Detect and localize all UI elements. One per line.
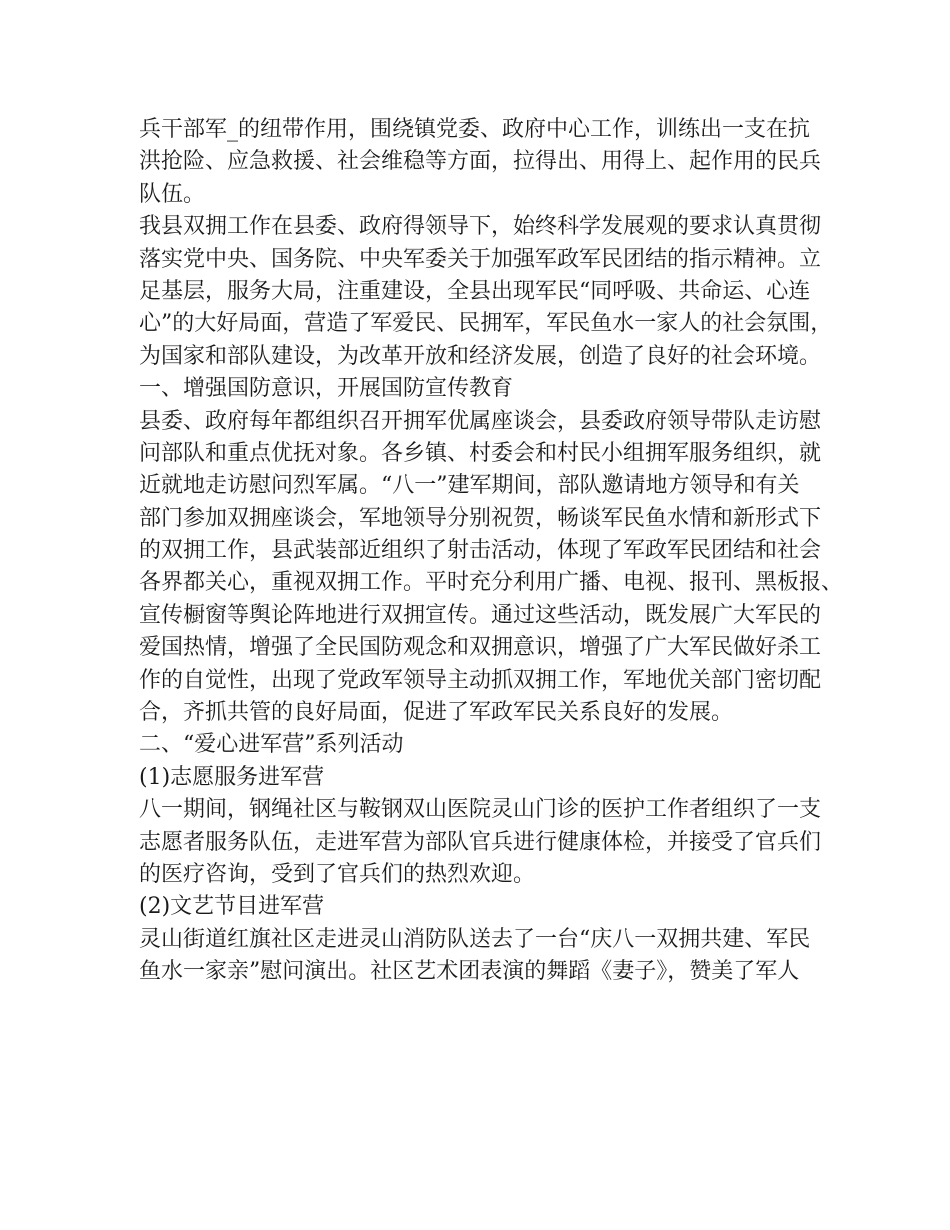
- section-heading-2: 二、“爱心进军营”系列活动: [139, 732, 404, 758]
- text-line-3: 队伍。: [139, 181, 206, 207]
- text-line-23: 志愿者服务队伍，走进军营为部队官兵进行健康体检，并接受了官兵们: [139, 829, 822, 855]
- text-line-13: 部门参加双拥座谈会，军地领导分别祝贺，畅谈军民鱼水情和新形式下: [139, 505, 822, 531]
- text-line-15: 各界都关心，重视双拥工作。平时充分利用广播、电视、报刊、黑板报、: [139, 570, 844, 596]
- text-line-22: 八一期间，钢绳社区与鞍钢双山医院灵山门诊的医护工作者组织了一支: [139, 797, 822, 823]
- text-line-11: 问部队和重点优抚对象。各乡镇、村委会和村民小组拥军服务组织，就: [139, 440, 822, 466]
- text-line-26: 灵山街道红旗社区走进灵山消防队送去了一台“庆八一双拥共建、军民: [139, 926, 811, 952]
- text-line-27: 鱼水一家亲”慰问演出。社区艺术团表演的舞蹈《妻子》，赞美了军人: [139, 959, 800, 985]
- body-text: [139, 114, 844, 989]
- text-line-18: 作的自觉性，出现了党政军领导主动抓双拥工作，军地优关部门密切配: [139, 667, 822, 693]
- text-line-12: 近就地走访慰问烈军属。“八一”建军期间，部队邀请地方领导和有关: [139, 473, 800, 499]
- text-line-6: 足基层，服务大局，注重建设，全县出现军民“同呼吸、共命运、心连: [139, 278, 811, 304]
- text-line-2: 洪抢险、应急救援、社会维稳等方面，拉得出、用得上、起作用的民兵: [139, 149, 822, 175]
- text-line-8: 为国家和部队建设，为改革开放和经济发展，创造了良好的社会环境。: [139, 343, 822, 369]
- text-line-14: 的双拥工作，县武装部近组织了射击活动，体现了军政军民团结和社会: [139, 538, 822, 564]
- text-line-4: 我县双拥工作在县委、政府得领导下，始终科学发展观的要求认真贯彻: [139, 214, 822, 240]
- text-line-24: 的医疗咨询，受到了官兵们的热烈欢迎。: [139, 861, 536, 887]
- text-line-10: 县委、政府每年都组织召开拥军优属座谈会，县委政府领导带队走访慰: [139, 408, 822, 434]
- text-line-16: 宣传橱窗等舆论阵地进行双拥宣传。通过这些活动，既发展广大军民的: [139, 602, 822, 628]
- text-line-19: 合，齐抓共管的良好局面，促进了军政军民关系良好的发展。: [139, 700, 734, 726]
- subsection-heading-2: (2)文艺节目进军营: [139, 894, 325, 920]
- section-heading-1: 一、增强国防意识，开展国防宣传教育: [139, 376, 514, 402]
- text-line-7: 心”的大好局面，营造了军爱民、民拥军，军民鱼水一家人的社会氛围，: [139, 311, 833, 337]
- text-line-1: 兵干部军_的纽带作用，围绕镇党委、政府中心工作，训练出一支在抗: [139, 117, 811, 142]
- subsection-heading-1: (1)志愿服务进军营: [139, 764, 325, 790]
- text-line-5: 落实党中央、国务院、中央军委关于加强军政军民团结的指示精神。立: [139, 246, 822, 272]
- text-line-17: 爱国热情，增强了全民国防观念和双拥意识，增强了广大军民做好杀工: [139, 635, 822, 661]
